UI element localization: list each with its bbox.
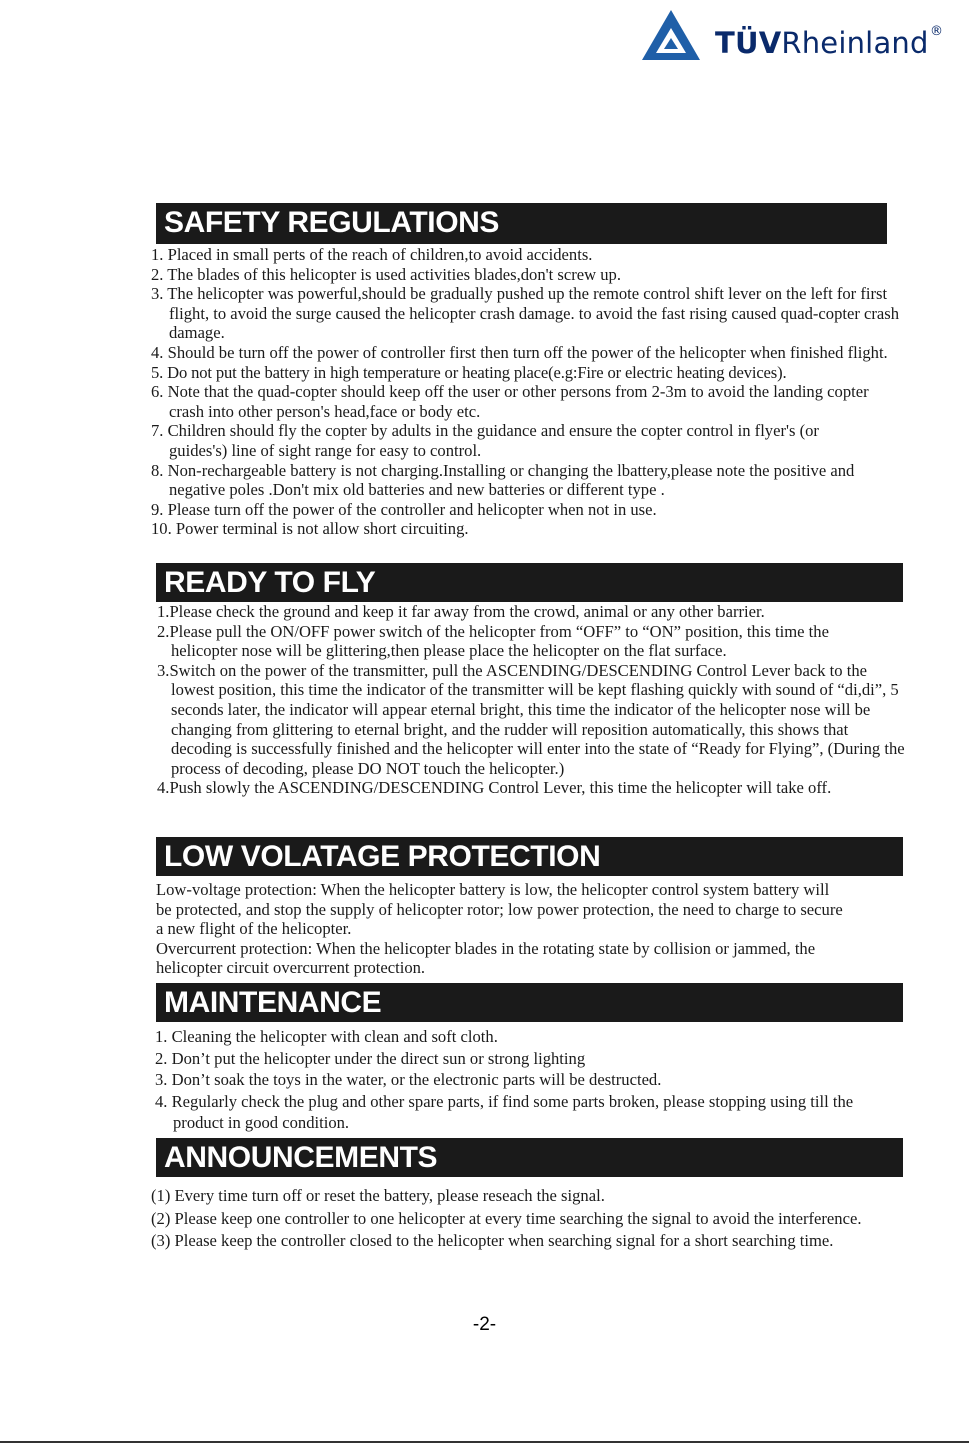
list-item: 3. The helicopter was powerful,should be gradually pushed up the remote control shift lever on the left for first flight, to avoid the surge caused the helicopter crash damage. to avoid the fast rising caused quad-copter crash damage.	[151, 284, 900, 343]
logo-wordmark: TÜVRheinland	[715, 26, 929, 60]
list-item: 1. Placed in small perts of the reach of children,to avoid accidents.	[151, 245, 593, 264]
page-number: -2-	[472, 1314, 497, 1335]
paragraph: Overcurrent protection: When the helicopter blades in the rotating state by collision or jammed, the helicopter circuit overcurrent protection.	[156, 938, 816, 978]
list-item: 5. Do not put the battery in high temperature or heating place(e.g:Fire or electric heating devices).	[151, 362, 787, 382]
tuv-rheinland-logo	[640, 8, 960, 64]
low-voltage-text	[156, 880, 846, 978]
section-header-safety: SAFETY REGULATIONS	[156, 203, 887, 244]
section-header-maintenance: MAINTENANCE	[156, 983, 903, 1022]
list-item: 2. Don’t put the helicopter under the direct sun or strong lighting	[155, 1048, 586, 1068]
maintenance-list	[155, 1026, 875, 1134]
list-item: 7. Children should fly the copter by adults in the guidance and ensure the copter control in flyer's (or guides's) line of sight range for easy to control.	[151, 421, 819, 460]
list-item: 6. Note that the quad-copter should keep off the user or other persons from 2-3m to avoid the landing copter crash into other person's head,face or body etc.	[151, 382, 869, 421]
list-item: 1. Cleaning the helicopter with clean and soft cloth.	[155, 1027, 498, 1046]
section-header-ready-to-fly: READY TO FLY	[156, 563, 903, 602]
paragraph: Low-voltage protection: When the helicopter battery is low, the helicopter control system battery will be protected, and stop the supply of helicopter rotor; low power protection, the need to charge to secure a new flight of the helicopter.	[156, 880, 843, 939]
list-item: 4.Push slowly the ASCENDING/DESCENDING Control Lever, this time the helicopter will take off.	[157, 778, 832, 798]
list-item: 2.Please pull the ON/OFF power switch of the helicopter from “OFF” to “ON” position, this time the helicopter nose will be glittering,then please place the helicopter on the flat surface.	[157, 621, 829, 661]
ready-list	[157, 602, 905, 798]
list-item: 3. Don’t soak the toys in the water, or the electronic parts will be destructed.	[155, 1070, 662, 1089]
list-item: 9. Please turn off the power of the controller and helicopter when not in use.	[151, 499, 657, 519]
list-item: 2. The blades of this helicopter is used activities blades,don't screw up.	[151, 264, 621, 284]
list-item: 1.Please check the ground and keep it far away from the crowd, animal or any other barrier.	[157, 602, 765, 621]
triangle-logo-icon	[640, 8, 702, 62]
list-item: (3) Please keep the controller closed to the helicopter when searching signal for a short searching time.	[151, 1231, 834, 1250]
list-item: 4. Regularly check the plug and other spare parts, if find some parts broken, please stopping using till the product in good condition.	[155, 1091, 854, 1132]
list-item: (1) Every time turn off or reset the battery, please reseach the signal.	[151, 1186, 605, 1205]
list-item: 4. Should be turn off the power of controller first then turn off the power of the helicopter when finished flight.	[151, 342, 888, 362]
list-item: 10. Power terminal is not allow short circuiting.	[151, 519, 469, 539]
list-item: 8. Non-rechargeable battery is not charging.Installing or changing the lbattery,please note the positive and negative poles .Don't mix old batteries and new batteries or different type .	[151, 460, 855, 500]
list-item: (2) Please keep one controller to one helicopter at every time searching the signal to avoid the interference.	[151, 1208, 862, 1228]
registered-mark: ®	[930, 24, 943, 39]
bottom-rule	[0, 1441, 969, 1443]
safety-list	[151, 245, 911, 539]
section-header-announcements: ANNOUNCEMENTS	[156, 1138, 903, 1177]
list-item: 3.Switch on the power of the transmitter, pull the ASCENDING/DESCENDING Control Lever back to the lowest position, this time the indicator of the transmitter will be kept flashing quickly with sound of “di,di”, 5 seconds later, the indicator will appear eternal bright, this time the indicator of the helicopter nose will be changing from glittering to eternal bright, and the rudder will reposition automatically, this shows that decoding is successfully finished and the helicopter will enter into the state of “Ready for Flying”, (During the process of decoding, please DO NOT touch the helicopter.)	[157, 660, 905, 778]
section-header-low-voltage: LOW VOLATAGE PROTECTION	[156, 837, 903, 876]
announcements-list	[151, 1185, 901, 1253]
